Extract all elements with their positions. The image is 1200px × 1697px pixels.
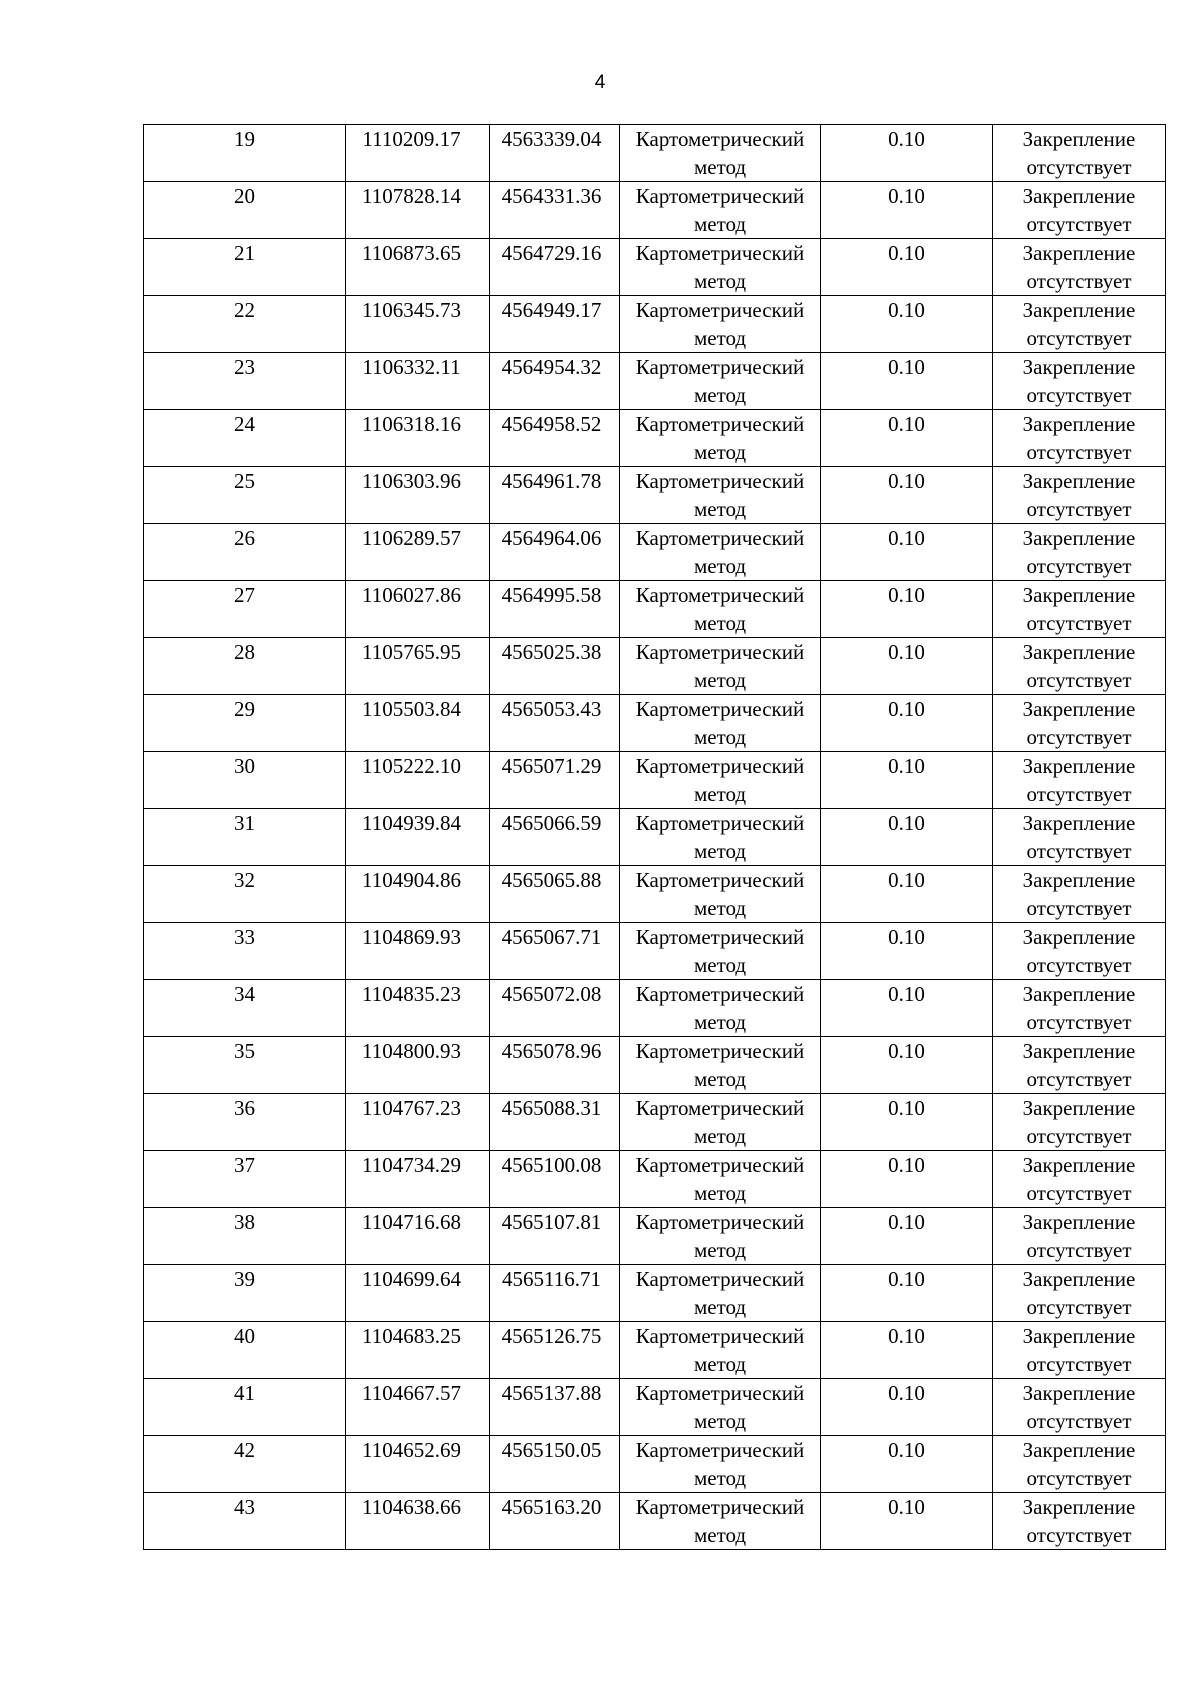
table-row: [144, 1493, 1166, 1550]
point-number-cell: 19: [144, 125, 346, 182]
method-cell: Картометрический метод: [620, 353, 821, 410]
table-row: [144, 239, 1166, 296]
fixing-description-cell: Закрепление отсутствует: [993, 866, 1166, 923]
table-row: [144, 752, 1166, 809]
x-coordinate-cell: 1110209.17: [346, 125, 490, 182]
x-coordinate-cell: 1104683.25: [346, 1322, 490, 1379]
fixing-description-cell: Закрепление отсутствует: [993, 923, 1166, 980]
table-row: [144, 1265, 1166, 1322]
method-cell: Картометрический метод: [620, 866, 821, 923]
y-coordinate-cell: 4565072.08: [490, 980, 620, 1037]
fixing-description-cell: Закрепление отсутствует: [993, 182, 1166, 239]
accuracy-cell: 0.10: [821, 296, 993, 353]
table-row: [144, 1037, 1166, 1094]
y-coordinate-cell: 4565116.71: [490, 1265, 620, 1322]
method-cell: Картометрический метод: [620, 1493, 821, 1550]
y-coordinate-cell: 4565053.43: [490, 695, 620, 752]
method-cell: Картометрический метод: [620, 581, 821, 638]
accuracy-cell: 0.10: [821, 467, 993, 524]
point-number-cell: 39: [144, 1265, 346, 1322]
method-cell: Картометрический метод: [620, 524, 821, 581]
accuracy-cell: 0.10: [821, 1322, 993, 1379]
fixing-description-cell: Закрепление отсутствует: [993, 1493, 1166, 1550]
fixing-description-cell: Закрепление отсутствует: [993, 1322, 1166, 1379]
accuracy-cell: 0.10: [821, 1037, 993, 1094]
fixing-description-cell: Закрепление отсутствует: [993, 1151, 1166, 1208]
table-row: [144, 1094, 1166, 1151]
table-row: [144, 1208, 1166, 1265]
accuracy-cell: 0.10: [821, 1379, 993, 1436]
point-number-cell: 43: [144, 1493, 346, 1550]
fixing-description-cell: Закрепление отсутствует: [993, 980, 1166, 1037]
accuracy-cell: 0.10: [821, 353, 993, 410]
accuracy-cell: 0.10: [821, 1265, 993, 1322]
point-number-cell: 27: [144, 581, 346, 638]
fixing-description-cell: Закрепление отсутствует: [993, 239, 1166, 296]
point-number-cell: 30: [144, 752, 346, 809]
x-coordinate-cell: 1107828.14: [346, 182, 490, 239]
table-row: [144, 1322, 1166, 1379]
accuracy-cell: 0.10: [821, 1094, 993, 1151]
accuracy-cell: 0.10: [821, 410, 993, 467]
table-row: [144, 866, 1166, 923]
y-coordinate-cell: 4564961.78: [490, 467, 620, 524]
fixing-description-cell: Закрепление отсутствует: [993, 1208, 1166, 1265]
page-number: 4: [594, 72, 606, 93]
method-cell: Картометрический метод: [620, 752, 821, 809]
point-number-cell: 32: [144, 866, 346, 923]
accuracy-cell: 0.10: [821, 1493, 993, 1550]
x-coordinate-cell: 1104869.93: [346, 923, 490, 980]
fixing-description-cell: Закрепление отсутствует: [993, 695, 1166, 752]
y-coordinate-cell: 4565150.05: [490, 1436, 620, 1493]
x-coordinate-cell: 1104667.57: [346, 1379, 490, 1436]
point-number-cell: 41: [144, 1379, 346, 1436]
x-coordinate-cell: 1104638.66: [346, 1493, 490, 1550]
point-number-cell: 28: [144, 638, 346, 695]
y-coordinate-cell: 4564949.17: [490, 296, 620, 353]
x-coordinate-cell: 1104800.93: [346, 1037, 490, 1094]
table-row: [144, 581, 1166, 638]
point-number-cell: 31: [144, 809, 346, 866]
table-row: [144, 296, 1166, 353]
x-coordinate-cell: 1106873.65: [346, 239, 490, 296]
fixing-description-cell: Закрепление отсутствует: [993, 353, 1166, 410]
fixing-description-cell: Закрепление отсутствует: [993, 809, 1166, 866]
y-coordinate-cell: 4564958.52: [490, 410, 620, 467]
accuracy-cell: 0.10: [821, 695, 993, 752]
method-cell: Картометрический метод: [620, 410, 821, 467]
method-cell: Картометрический метод: [620, 239, 821, 296]
method-cell: Картометрический метод: [620, 1094, 821, 1151]
table-row: [144, 1379, 1166, 1436]
method-cell: Картометрический метод: [620, 1436, 821, 1493]
method-cell: Картометрический метод: [620, 695, 821, 752]
accuracy-cell: 0.10: [821, 182, 993, 239]
y-coordinate-cell: 4565163.20: [490, 1493, 620, 1550]
y-coordinate-cell: 4564331.36: [490, 182, 620, 239]
x-coordinate-cell: 1104939.84: [346, 809, 490, 866]
x-coordinate-cell: 1106345.73: [346, 296, 490, 353]
table-row: [144, 809, 1166, 866]
accuracy-cell: 0.10: [821, 980, 993, 1037]
table-row: [144, 1151, 1166, 1208]
table-row: [144, 182, 1166, 239]
y-coordinate-cell: 4565067.71: [490, 923, 620, 980]
point-number-cell: 37: [144, 1151, 346, 1208]
table-row: [144, 353, 1166, 410]
accuracy-cell: 0.10: [821, 581, 993, 638]
y-coordinate-cell: 4565025.38: [490, 638, 620, 695]
method-cell: Картометрический метод: [620, 1037, 821, 1094]
point-number-cell: 23: [144, 353, 346, 410]
point-number-cell: 24: [144, 410, 346, 467]
y-coordinate-cell: 4565126.75: [490, 1322, 620, 1379]
table-row: [144, 638, 1166, 695]
y-coordinate-cell: 4564964.06: [490, 524, 620, 581]
accuracy-cell: 0.10: [821, 239, 993, 296]
point-number-cell: 38: [144, 1208, 346, 1265]
x-coordinate-cell: 1104716.68: [346, 1208, 490, 1265]
accuracy-cell: 0.10: [821, 125, 993, 182]
table-row: [144, 980, 1166, 1037]
point-number-cell: 35: [144, 1037, 346, 1094]
accuracy-cell: 0.10: [821, 1436, 993, 1493]
fixing-description-cell: Закрепление отсутствует: [993, 1037, 1166, 1094]
method-cell: Картометрический метод: [620, 182, 821, 239]
y-coordinate-cell: 4564729.16: [490, 239, 620, 296]
method-cell: Картометрический метод: [620, 1265, 821, 1322]
fixing-description-cell: Закрепление отсутствует: [993, 125, 1166, 182]
y-coordinate-cell: 4565107.81: [490, 1208, 620, 1265]
x-coordinate-cell: 1104767.23: [346, 1094, 490, 1151]
point-number-cell: 26: [144, 524, 346, 581]
point-number-cell: 36: [144, 1094, 346, 1151]
point-number-cell: 40: [144, 1322, 346, 1379]
y-coordinate-cell: 4565071.29: [490, 752, 620, 809]
fixing-description-cell: Закрепление отсутствует: [993, 638, 1166, 695]
table-row: [144, 923, 1166, 980]
accuracy-cell: 0.10: [821, 524, 993, 581]
point-number-cell: 29: [144, 695, 346, 752]
table-row: [144, 1436, 1166, 1493]
accuracy-cell: 0.10: [821, 638, 993, 695]
accuracy-cell: 0.10: [821, 752, 993, 809]
point-number-cell: 20: [144, 182, 346, 239]
accuracy-cell: 0.10: [821, 1208, 993, 1265]
point-number-cell: 21: [144, 239, 346, 296]
y-coordinate-cell: 4565088.31: [490, 1094, 620, 1151]
point-number-cell: 33: [144, 923, 346, 980]
method-cell: Картометрический метод: [620, 296, 821, 353]
method-cell: Картометрический метод: [620, 1151, 821, 1208]
fixing-description-cell: Закрепление отсутствует: [993, 467, 1166, 524]
method-cell: Картометрический метод: [620, 1322, 821, 1379]
x-coordinate-cell: 1104904.86: [346, 866, 490, 923]
accuracy-cell: 0.10: [821, 923, 993, 980]
y-coordinate-cell: 4565100.08: [490, 1151, 620, 1208]
x-coordinate-cell: 1104699.64: [346, 1265, 490, 1322]
table-row: [144, 467, 1166, 524]
x-coordinate-cell: 1106318.16: [346, 410, 490, 467]
method-cell: Картометрический метод: [620, 467, 821, 524]
x-coordinate-cell: 1106303.96: [346, 467, 490, 524]
fixing-description-cell: Закрепление отсутствует: [993, 524, 1166, 581]
y-coordinate-cell: 4565078.96: [490, 1037, 620, 1094]
y-coordinate-cell: 4565065.88: [490, 866, 620, 923]
method-cell: Картометрический метод: [620, 980, 821, 1037]
y-coordinate-cell: 4565137.88: [490, 1379, 620, 1436]
y-coordinate-cell: 4564995.58: [490, 581, 620, 638]
x-coordinate-cell: 1105222.10: [346, 752, 490, 809]
y-coordinate-cell: 4563339.04: [490, 125, 620, 182]
fixing-description-cell: Закрепление отсутствует: [993, 581, 1166, 638]
x-coordinate-cell: 1104652.69: [346, 1436, 490, 1493]
table-row: [144, 125, 1166, 182]
table-row: [144, 695, 1166, 752]
x-coordinate-cell: 1106289.57: [346, 524, 490, 581]
accuracy-cell: 0.10: [821, 809, 993, 866]
point-number-cell: 25: [144, 467, 346, 524]
accuracy-cell: 0.10: [821, 866, 993, 923]
method-cell: Картометрический метод: [620, 923, 821, 980]
x-coordinate-cell: 1106332.11: [346, 353, 490, 410]
x-coordinate-cell: 1105503.84: [346, 695, 490, 752]
point-number-cell: 34: [144, 980, 346, 1037]
point-number-cell: 22: [144, 296, 346, 353]
x-coordinate-cell: 1104835.23: [346, 980, 490, 1037]
fixing-description-cell: Закрепление отсутствует: [993, 1265, 1166, 1322]
boundary-points-table: [143, 124, 1166, 1550]
method-cell: Картометрический метод: [620, 125, 821, 182]
method-cell: Картометрический метод: [620, 809, 821, 866]
method-cell: Картометрический метод: [620, 638, 821, 695]
x-coordinate-cell: 1104734.29: [346, 1151, 490, 1208]
table-row: [144, 410, 1166, 467]
accuracy-cell: 0.10: [821, 1151, 993, 1208]
fixing-description-cell: Закрепление отсутствует: [993, 752, 1166, 809]
point-number-cell: 42: [144, 1436, 346, 1493]
fixing-description-cell: Закрепление отсутствует: [993, 1436, 1166, 1493]
table-row: [144, 524, 1166, 581]
fixing-description-cell: Закрепление отсутствует: [993, 410, 1166, 467]
x-coordinate-cell: 1106027.86: [346, 581, 490, 638]
y-coordinate-cell: 4564954.32: [490, 353, 620, 410]
method-cell: Картометрический метод: [620, 1379, 821, 1436]
method-cell: Картометрический метод: [620, 1208, 821, 1265]
table-body: [144, 125, 1166, 1550]
fixing-description-cell: Закрепление отсутствует: [993, 296, 1166, 353]
fixing-description-cell: Закрепление отсутствует: [993, 1379, 1166, 1436]
fixing-description-cell: Закрепление отсутствует: [993, 1094, 1166, 1151]
y-coordinate-cell: 4565066.59: [490, 809, 620, 866]
x-coordinate-cell: 1105765.95: [346, 638, 490, 695]
